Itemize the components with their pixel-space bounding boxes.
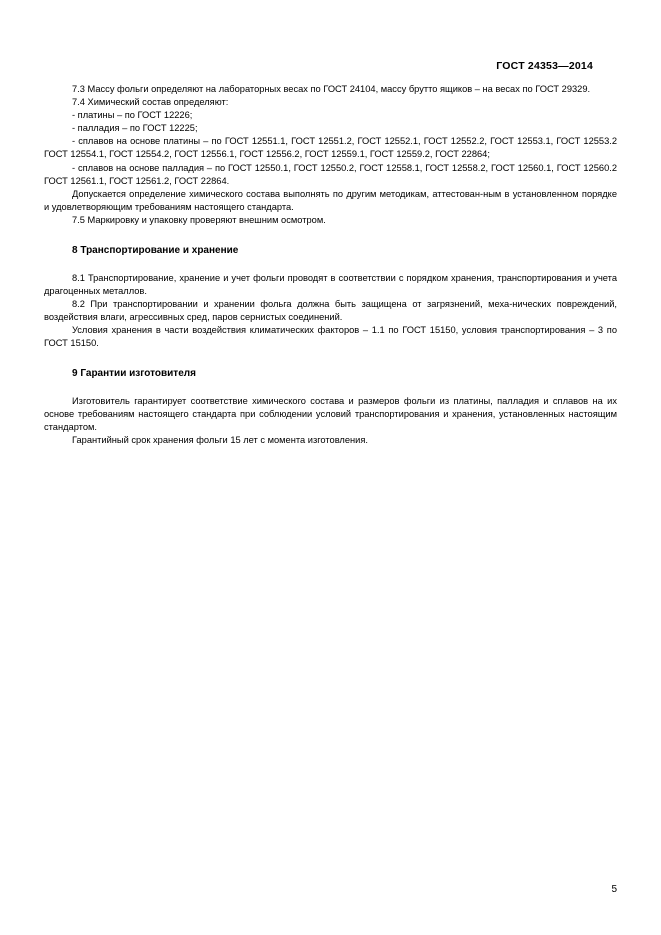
paragraph-7-3: 7.3 Массу фольги определяют на лабораторных весах по ГОСТ 24104, массу брутто ящиков – на весах по ГОСТ 29329. (72, 84, 591, 94)
paragraph-8-1: 8.1 Транспортирование, хранение и учет фольги проводят в соответствии с порядком хранения, транспортирования и учета драгоценных металлов. (44, 272, 617, 296)
page-number: 5 (611, 884, 617, 895)
list-item-platinum: - платины – по ГОСТ 12226; (72, 110, 193, 121)
paragraph-storage-conditions: Условия хранения в части воздействия климатических факторов – 1.1 по ГОСТ 15150, условия транспортирования – 3 по ГОСТ 15150. (44, 324, 617, 348)
paragraph-7-5: 7.5 Маркировку и упаковку проверяют внешним осмотром. (72, 214, 326, 225)
section-heading-9: 9 Гарантии изготовителя (72, 368, 196, 380)
paragraph-chemical-methods: Допускается определение химического состава выполнять по другим методикам, аттестован-ным в установленном порядке и удовлетворяющим требованиям настоящего стандарта. (44, 188, 617, 212)
paragraph-7-4: 7.4 Химический состав определяют: (72, 97, 229, 108)
spacer-after-section-8 (44, 258, 617, 272)
page-header-standard-number: ГОСТ 24353—2014 (496, 60, 593, 72)
spacer-before-section-9 (44, 350, 617, 367)
spacer-after-section-9 (44, 381, 617, 395)
paragraph-guarantee-period: Гарантийный срок хранения фольги 15 лет с момента изготовления. (72, 434, 368, 445)
spacer-before-section-8 (44, 227, 617, 244)
list-item-palladium: - палладия – по ГОСТ 12225; (72, 123, 198, 134)
document-body (44, 83, 617, 447)
paragraph-8-2: 8.2 При транспортировании и хранении фольга должна быть защищена от загрязнений, меха-нических повреждений, воздействия влаги, агрессивных сред, паров сернистых соединений. (44, 298, 617, 322)
paragraph-manufacturer-guarantee: Изготовитель гарантирует соответствие химического состава и размеров фольги из платины, палладия и сплавов на их основе требованиям настоящего стандарта при соблюдении условий транспортирования и хранения, установленных настоящим стандартом. (44, 395, 617, 432)
section-heading-8: 8 Транспортирование и хранение (72, 245, 239, 257)
list-item-platinum-alloys: - сплавов на основе платины – по ГОСТ 12551.1, ГОСТ 12551.2, ГОСТ 12552.1, ГОСТ 12552.2, ГОСТ 12553.1, ГОСТ 12553.2 ГОСТ 12554.1, ГОСТ 12554.2, ГОСТ 12556.1, ГОСТ 12556.2, ГОСТ 12559.1, ГОСТ 12559.2, ГОСТ 22864; (44, 136, 617, 160)
list-item-palladium-alloys: - сплавов на основе палладия – по ГОСТ 12550.1, ГОСТ 12550.2, ГОСТ 12558.1, ГОСТ 12558.2, ГОСТ 12560.1, ГОСТ 12560.2 ГОСТ 12561.1, ГОСТ 12561.2, ГОСТ 22864. (44, 162, 617, 186)
